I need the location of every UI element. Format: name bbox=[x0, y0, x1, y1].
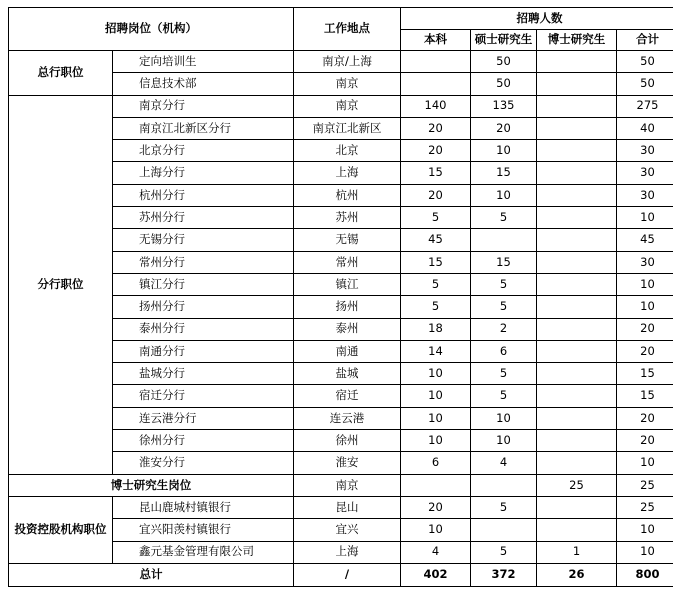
row-name: 信息技术部 bbox=[113, 73, 294, 95]
row-name: 苏州分行 bbox=[113, 207, 294, 229]
row-total: 15 bbox=[617, 363, 673, 385]
total-label: 总计 bbox=[9, 563, 294, 586]
table-row bbox=[9, 474, 673, 496]
row-location: 宜兴 bbox=[294, 519, 401, 541]
row-total: 30 bbox=[617, 251, 673, 273]
row-bachelor: 18 bbox=[401, 318, 471, 340]
row-bachelor bbox=[401, 73, 471, 95]
row-name: 无锡分行 bbox=[113, 229, 294, 251]
header-bachelor: 本科 bbox=[401, 30, 471, 51]
row-doctor bbox=[537, 73, 617, 95]
header-position: 招聘岗位（机构） bbox=[9, 8, 294, 51]
row-name: 南京分行 bbox=[113, 95, 294, 117]
row-location: 北京 bbox=[294, 140, 401, 162]
row-name: 杭州分行 bbox=[113, 184, 294, 206]
row-location: 泰州 bbox=[294, 318, 401, 340]
row-bachelor: 10 bbox=[401, 519, 471, 541]
row-master bbox=[471, 474, 537, 496]
row-name: 昆山鹿城村镇银行 bbox=[113, 496, 294, 518]
row-name: 北京分行 bbox=[113, 140, 294, 162]
row-location: 苏州 bbox=[294, 207, 401, 229]
row-total: 20 bbox=[617, 407, 673, 429]
row-total: 15 bbox=[617, 385, 673, 407]
row-bachelor bbox=[401, 474, 471, 496]
row-doctor bbox=[537, 519, 617, 541]
row-master: 15 bbox=[471, 251, 537, 273]
row-doctor: 25 bbox=[537, 474, 617, 496]
row-master: 15 bbox=[471, 162, 537, 184]
row-master bbox=[471, 229, 537, 251]
row-doctor bbox=[537, 184, 617, 206]
total-row bbox=[9, 563, 673, 586]
row-total: 275 bbox=[617, 95, 673, 117]
row-total: 40 bbox=[617, 117, 673, 139]
row-master: 5 bbox=[471, 385, 537, 407]
row-bachelor: 140 bbox=[401, 95, 471, 117]
row-total: 10 bbox=[617, 452, 673, 474]
row-doctor bbox=[537, 363, 617, 385]
row-doctor bbox=[537, 340, 617, 362]
row-total: 10 bbox=[617, 541, 673, 563]
total-master: 372 bbox=[471, 563, 537, 586]
row-location: 连云港 bbox=[294, 407, 401, 429]
row-total: 10 bbox=[617, 273, 673, 295]
row-name: 定向培训生 bbox=[113, 51, 294, 73]
row-location: 常州 bbox=[294, 251, 401, 273]
row-bachelor: 20 bbox=[401, 117, 471, 139]
group-label-phd: 博士研究生岗位 bbox=[9, 474, 294, 496]
table-row bbox=[9, 496, 673, 518]
row-bachelor: 10 bbox=[401, 407, 471, 429]
row-name: 淮安分行 bbox=[113, 452, 294, 474]
row-name: 南通分行 bbox=[113, 340, 294, 362]
row-location: 无锡 bbox=[294, 229, 401, 251]
row-bachelor: 20 bbox=[401, 140, 471, 162]
row-master: 10 bbox=[471, 430, 537, 452]
row-location: 宿迁 bbox=[294, 385, 401, 407]
group-label-branch: 分行职位 bbox=[9, 95, 113, 474]
group-label-hq: 总行职位 bbox=[9, 51, 113, 96]
row-name: 扬州分行 bbox=[113, 296, 294, 318]
total-bachelor: 402 bbox=[401, 563, 471, 586]
row-name: 徐州分行 bbox=[113, 430, 294, 452]
row-master: 6 bbox=[471, 340, 537, 362]
row-doctor bbox=[537, 496, 617, 518]
row-total: 10 bbox=[617, 207, 673, 229]
header-recruit-count: 招聘人数 bbox=[401, 8, 673, 30]
row-bachelor: 20 bbox=[401, 496, 471, 518]
row-doctor bbox=[537, 117, 617, 139]
row-total: 10 bbox=[617, 296, 673, 318]
row-bachelor: 6 bbox=[401, 452, 471, 474]
row-name: 镇江分行 bbox=[113, 273, 294, 295]
row-location: 上海 bbox=[294, 541, 401, 563]
row-master: 2 bbox=[471, 318, 537, 340]
row-location: 扬州 bbox=[294, 296, 401, 318]
row-location: 淮安 bbox=[294, 452, 401, 474]
row-master: 10 bbox=[471, 184, 537, 206]
row-total: 30 bbox=[617, 184, 673, 206]
row-total: 30 bbox=[617, 162, 673, 184]
row-total: 25 bbox=[617, 474, 673, 496]
row-bachelor: 15 bbox=[401, 162, 471, 184]
row-master: 50 bbox=[471, 73, 537, 95]
row-location: 南通 bbox=[294, 340, 401, 362]
header-location: 工作地点 bbox=[294, 8, 401, 51]
row-doctor bbox=[537, 407, 617, 429]
row-name: 宜兴阳羡村镇银行 bbox=[113, 519, 294, 541]
row-bachelor: 5 bbox=[401, 207, 471, 229]
row-location: 南京 bbox=[294, 73, 401, 95]
row-name: 鑫元基金管理有限公司 bbox=[113, 541, 294, 563]
table-row bbox=[9, 95, 673, 117]
row-doctor bbox=[537, 162, 617, 184]
row-bachelor: 45 bbox=[401, 229, 471, 251]
row-total: 45 bbox=[617, 229, 673, 251]
row-total: 10 bbox=[617, 519, 673, 541]
row-doctor bbox=[537, 251, 617, 273]
row-bachelor bbox=[401, 51, 471, 73]
row-location: 上海 bbox=[294, 162, 401, 184]
row-name: 上海分行 bbox=[113, 162, 294, 184]
header-doctor: 博士研究生 bbox=[537, 30, 617, 51]
row-doctor bbox=[537, 385, 617, 407]
row-master: 5 bbox=[471, 296, 537, 318]
row-master: 135 bbox=[471, 95, 537, 117]
row-bachelor: 10 bbox=[401, 363, 471, 385]
row-master bbox=[471, 519, 537, 541]
row-total: 50 bbox=[617, 73, 673, 95]
row-master: 5 bbox=[471, 207, 537, 229]
row-total: 25 bbox=[617, 496, 673, 518]
row-location: 昆山 bbox=[294, 496, 401, 518]
row-location: 南京 bbox=[294, 474, 401, 496]
row-doctor bbox=[537, 207, 617, 229]
row-location: 杭州 bbox=[294, 184, 401, 206]
row-total: 30 bbox=[617, 140, 673, 162]
row-total: 20 bbox=[617, 340, 673, 362]
row-bachelor: 15 bbox=[401, 251, 471, 273]
row-doctor bbox=[537, 95, 617, 117]
row-bachelor: 10 bbox=[401, 430, 471, 452]
row-location: 南京江北新区 bbox=[294, 117, 401, 139]
row-location: 镇江 bbox=[294, 273, 401, 295]
row-location: 盐城 bbox=[294, 363, 401, 385]
row-doctor bbox=[537, 452, 617, 474]
table-row bbox=[9, 51, 673, 73]
row-name: 盐城分行 bbox=[113, 363, 294, 385]
row-bachelor: 20 bbox=[401, 184, 471, 206]
row-bachelor: 14 bbox=[401, 340, 471, 362]
header-master: 硕士研究生 bbox=[471, 30, 537, 51]
row-name: 泰州分行 bbox=[113, 318, 294, 340]
row-location: 南京 bbox=[294, 95, 401, 117]
row-total: 20 bbox=[617, 318, 673, 340]
row-doctor bbox=[537, 430, 617, 452]
row-master: 20 bbox=[471, 117, 537, 139]
row-doctor: 1 bbox=[537, 541, 617, 563]
header-total: 合计 bbox=[617, 30, 673, 51]
row-master: 10 bbox=[471, 140, 537, 162]
row-doctor bbox=[537, 318, 617, 340]
row-name: 宿迁分行 bbox=[113, 385, 294, 407]
row-doctor bbox=[537, 140, 617, 162]
row-name: 连云港分行 bbox=[113, 407, 294, 429]
row-total: 50 bbox=[617, 51, 673, 73]
row-doctor bbox=[537, 273, 617, 295]
row-master: 50 bbox=[471, 51, 537, 73]
row-total: 20 bbox=[617, 430, 673, 452]
row-name: 常州分行 bbox=[113, 251, 294, 273]
row-location: 南京/上海 bbox=[294, 51, 401, 73]
row-master: 5 bbox=[471, 496, 537, 518]
row-master: 5 bbox=[471, 541, 537, 563]
recruitment-table bbox=[8, 7, 673, 587]
row-bachelor: 4 bbox=[401, 541, 471, 563]
row-doctor bbox=[537, 296, 617, 318]
row-bachelor: 5 bbox=[401, 273, 471, 295]
row-bachelor: 5 bbox=[401, 296, 471, 318]
group-label-invest: 投资控股机构职位 bbox=[9, 496, 113, 563]
total-location: / bbox=[294, 563, 401, 586]
row-bachelor: 10 bbox=[401, 385, 471, 407]
row-doctor bbox=[537, 51, 617, 73]
row-master: 5 bbox=[471, 273, 537, 295]
total-doctor: 26 bbox=[537, 563, 617, 586]
row-location: 徐州 bbox=[294, 430, 401, 452]
total-total: 800 bbox=[617, 563, 673, 586]
row-master: 10 bbox=[471, 407, 537, 429]
row-name: 南京江北新区分行 bbox=[113, 117, 294, 139]
row-doctor bbox=[537, 229, 617, 251]
row-master: 5 bbox=[471, 363, 537, 385]
row-master: 4 bbox=[471, 452, 537, 474]
